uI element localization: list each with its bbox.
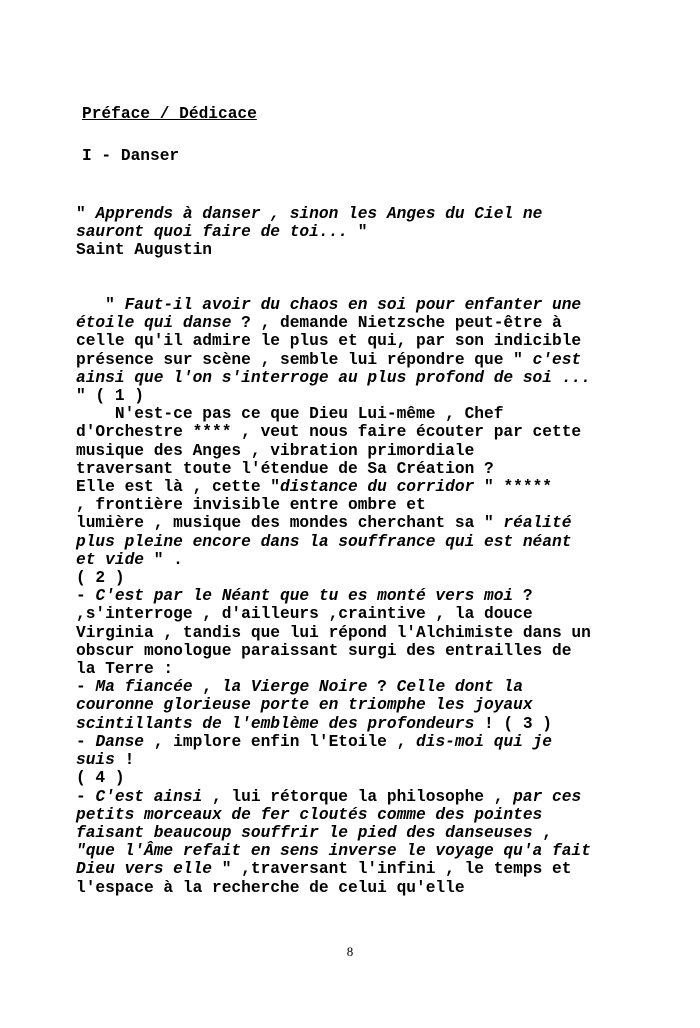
italic-text-run: étoile qui danse (76, 314, 232, 333)
text-run: " (76, 205, 96, 223)
page-title: Préface / Dédicace (82, 105, 257, 123)
text-line (76, 514, 616, 532)
text-run: ? (513, 587, 533, 606)
italic-text-run: petits morceaux de fer cloutés comme des pointes (76, 805, 543, 824)
text-line (76, 332, 616, 350)
text-run: d'Orchestre **** , veut nous faire écouter par cette (76, 423, 582, 442)
text-line (76, 296, 616, 314)
text-run: ( 4 ) (76, 769, 125, 788)
text-run: ,s'interroge , d'ailleurs ,craintive , la douce (76, 605, 533, 624)
text-run: ( 2 ) (76, 569, 125, 588)
italic-text-run: Celle dont la (396, 678, 523, 697)
text-run: celle qu'il admire le plus et qui, par son indicible (76, 332, 582, 351)
text-line (76, 605, 616, 623)
italic-text-run: et vide (76, 550, 144, 569)
text-line (76, 478, 616, 496)
italic-text-run: faisant beaucoup souffrir le pied des danseuses (76, 823, 533, 842)
text-line (76, 715, 616, 733)
text-line (76, 223, 616, 241)
text-line (76, 569, 616, 587)
text-run: lumière , musique des mondes cherchant sa " (76, 514, 504, 533)
italic-text-run: Dieu vers elle (76, 860, 212, 879)
italic-text-run: sauront quoi faire de toi... (76, 223, 348, 242)
text-run: Saint Augustin (76, 241, 212, 260)
text-line (76, 806, 616, 824)
text-line (76, 733, 616, 751)
text-run: Virginia , tandis que lui répond l'Alchimiste dans un (76, 623, 591, 642)
text-run: traversant toute l'étendue de Sa Création ? (76, 459, 494, 478)
italic-text-run: scintillants de l'emblème des profondeurs (76, 714, 475, 733)
text-line (76, 442, 616, 460)
page-number: 8 (346, 944, 354, 959)
italic-text-run: Apprends à danser , sinon les Anges du Ciel ne (95, 205, 543, 223)
text-line (76, 587, 616, 605)
text-run: musique des Anges , vibration primordiale (76, 441, 475, 460)
text-line (76, 423, 616, 441)
text-run: , (532, 823, 552, 842)
text-run: " (76, 296, 125, 315)
italic-text-run: couronne glorieuse porte en triomphe les joyaux (76, 696, 533, 715)
text-line (76, 696, 616, 714)
italic-text-run: distance du corridor (280, 478, 475, 497)
text-run: l'espace à la recherche de celui qu'elle (76, 878, 465, 897)
text-line (76, 496, 616, 514)
italic-text-run: "que l'Âme refait en sens inverse le voyage qu'a fait (76, 842, 591, 861)
italic-text-run: dis-moi qui je (416, 732, 553, 751)
text-line (76, 769, 616, 787)
text-line (76, 751, 616, 769)
text-run: la Terre : (76, 660, 174, 679)
text-run: ! (114, 751, 135, 770)
text-line (76, 241, 616, 259)
text-run: - (76, 732, 96, 751)
italic-text-run: Danse (95, 732, 145, 751)
text-line (76, 660, 616, 678)
italic-text-run: ainsi que l'on s'interroge au plus profond de soi ... (76, 368, 591, 387)
text-run: - (76, 787, 96, 806)
text-line (76, 314, 616, 332)
text-run: Elle est là , cette " (76, 478, 280, 497)
text-line (76, 205, 616, 223)
text-line (76, 551, 616, 569)
text-run: " ***** (474, 478, 553, 497)
text-run: - (76, 587, 96, 606)
text-run: ! ( 3 ) (474, 714, 552, 733)
text-line (76, 860, 616, 878)
italic-text-run: suis (76, 751, 115, 770)
italic-text-run: C'est ainsi (95, 787, 203, 806)
italic-text-run: Faut-il avoir du chaos en soi pour enfanter une (124, 296, 582, 315)
text-run: - (76, 678, 96, 697)
text-run: obscur monologue paraissant surgi des entrailles de (76, 641, 572, 660)
text-line (76, 678, 616, 696)
text-run: N'est-ce pas ce que Dieu Lui-même , Chef (76, 405, 504, 424)
text-run: , frontière invisible entre ombre et (76, 496, 426, 515)
text-line (76, 278, 616, 296)
text-line (76, 642, 616, 660)
text-run: " ( 1 ) (76, 387, 144, 406)
text-run: , implore enfin l'Etoile , (144, 732, 417, 751)
text-run: , lui rétorque la philosophe , (202, 787, 514, 806)
italic-text-run: réalité (503, 514, 572, 533)
italic-text-run: Ma fiancée (95, 678, 193, 697)
text-line (76, 387, 616, 405)
italic-text-run: la Vierge Noire (221, 678, 368, 697)
text-line (76, 369, 616, 387)
text-line (76, 824, 616, 842)
text-run: , (192, 678, 222, 697)
body-text (76, 205, 616, 897)
text-run: " . (144, 550, 183, 569)
text-line (76, 351, 616, 369)
text-line (76, 260, 616, 278)
text-run: ? (367, 678, 397, 697)
italic-text-run: par ces (513, 787, 582, 806)
text-run: " ,traversant l'infini , le temps et (212, 860, 572, 879)
text-run: " (348, 223, 368, 242)
italic-text-run: C'est par le Néant que tu es monté vers moi (95, 587, 514, 606)
italic-text-run: c'est (532, 350, 582, 369)
text-line (76, 788, 616, 806)
italic-text-run: plus pleine encore dans la souffrance qui est néant (76, 532, 572, 551)
text-line (76, 533, 616, 551)
text-line (76, 460, 616, 478)
text-run: ? , demande Nietzsche peut-être à (231, 314, 562, 333)
text-line (76, 405, 616, 423)
section-heading: I - Danser (82, 147, 180, 165)
text-line (76, 879, 616, 897)
text-line (76, 842, 616, 860)
text-line (76, 624, 616, 642)
text-run: présence sur scène , semble lui répondre que " (76, 350, 533, 369)
